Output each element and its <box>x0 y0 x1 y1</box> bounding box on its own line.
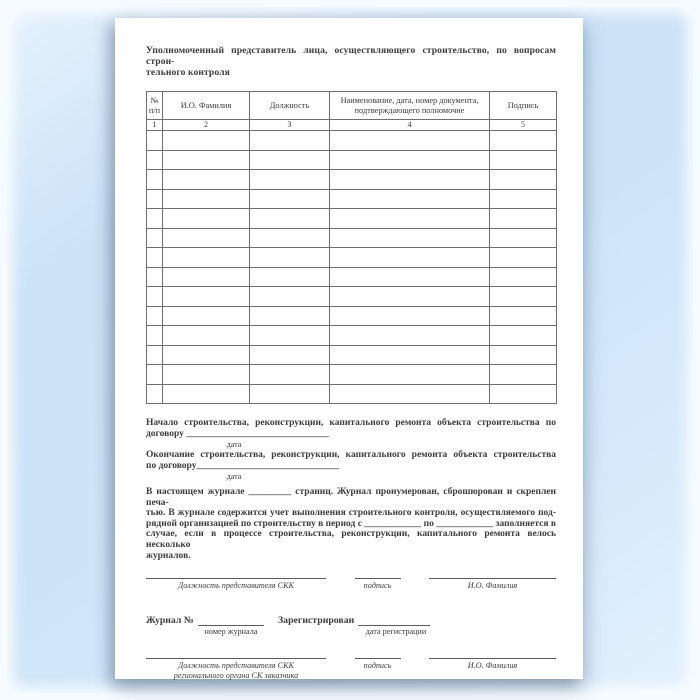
registered-group <box>278 615 432 636</box>
table-cell <box>250 345 330 365</box>
table-cell <box>490 150 557 170</box>
table-header-row <box>147 92 557 120</box>
col-number: 2 <box>163 120 250 131</box>
table-cell <box>163 306 250 326</box>
end-construction-paragraph <box>146 450 556 472</box>
table-cell <box>163 384 250 404</box>
table-cell <box>147 189 163 209</box>
table-cell <box>147 248 163 268</box>
table-row <box>147 228 557 248</box>
table-cell <box>163 209 250 229</box>
table-cell <box>147 228 163 248</box>
table-cell <box>490 209 557 229</box>
table-cell <box>330 209 490 229</box>
text-line: по договору______________________________ <box>146 461 339 471</box>
text-line: договору ______________________________ <box>146 429 329 439</box>
table-row <box>147 326 557 346</box>
journal-number-blank-line <box>198 616 264 626</box>
col-header-number: № п/п <box>147 92 163 120</box>
table-cell <box>330 365 490 385</box>
table-cell <box>147 365 163 385</box>
table-cell <box>147 306 163 326</box>
table-cell <box>490 306 557 326</box>
signature2-position-caption-line2: регионального органа СК заказчика <box>173 671 299 681</box>
page-title <box>146 45 556 78</box>
journal-pages-paragraph <box>146 487 556 561</box>
table-cell <box>147 326 163 346</box>
table-cell <box>250 131 330 151</box>
table-row <box>147 170 557 190</box>
table-row <box>147 209 557 229</box>
table-cell <box>490 189 557 209</box>
table-cell <box>163 150 250 170</box>
end-date-caption: дата <box>226 472 242 481</box>
signature-row-2 <box>146 658 556 681</box>
table-cell <box>250 267 330 287</box>
signature1-position-caption: Должность представителя СКК <box>177 581 294 591</box>
table-cell <box>147 150 163 170</box>
table-cell <box>330 189 490 209</box>
table-cell <box>250 287 330 307</box>
table-cell <box>163 326 250 346</box>
signature2-position-caption-line1: Должность представителя СКК <box>177 660 294 670</box>
document-page <box>115 18 583 679</box>
col-header-position: Должность <box>250 92 330 120</box>
table-row <box>147 131 557 151</box>
column-numbers-row <box>147 120 557 131</box>
table-cell <box>330 384 490 404</box>
table-cell <box>250 326 330 346</box>
table-cell <box>490 267 557 287</box>
table-cell <box>330 306 490 326</box>
table-cell <box>163 267 250 287</box>
table-row <box>147 345 557 365</box>
table-cell <box>163 365 250 385</box>
table-cell <box>250 384 330 404</box>
col-number: 4 <box>330 120 490 131</box>
table-cell <box>147 287 163 307</box>
table-cell <box>490 131 557 151</box>
table-row <box>147 267 557 287</box>
col-number: 1 <box>147 120 163 131</box>
text-line: тью. В журнале содержится учет выполнения строительного контроля, осуществляемого под- <box>146 508 556 519</box>
table-cell <box>147 345 163 365</box>
registered-blank-line <box>358 616 430 626</box>
table-cell <box>250 209 330 229</box>
journal-number-group <box>146 615 264 636</box>
table-cell <box>147 384 163 404</box>
table-cell <box>490 365 557 385</box>
table-cell <box>490 170 557 190</box>
text-line: Окончание строительства, реконструкции, капитального ремонта объекта строительства <box>146 450 556 460</box>
col-number: 5 <box>490 120 557 131</box>
table-empty-rows <box>147 131 557 404</box>
table-cell <box>490 248 557 268</box>
col-header-signature: Подпись <box>490 92 557 120</box>
table-cell <box>330 345 490 365</box>
table-cell <box>490 326 557 346</box>
table-cell <box>147 209 163 229</box>
signature2-sign-block <box>355 658 401 681</box>
table-cell <box>490 384 557 404</box>
table-cell <box>250 306 330 326</box>
table-row <box>147 189 557 209</box>
table-cell <box>250 228 330 248</box>
table-cell <box>163 345 250 365</box>
start-date-caption: дата <box>226 440 242 449</box>
table-cell <box>330 287 490 307</box>
table-cell <box>330 326 490 346</box>
table-row <box>147 248 557 268</box>
table-row <box>147 306 557 326</box>
table-cell <box>163 170 250 190</box>
signature1-sign-caption: подпись <box>363 581 392 591</box>
signature2-name-caption: И.О. Фамилия <box>467 660 518 670</box>
table-cell <box>330 131 490 151</box>
text-line: рядной организацией по строительству в период с ____________ по ____________ заполняется в <box>146 518 556 529</box>
col-header-document: Наименование, дата, номер документа, подтверждающего полномочие <box>330 92 490 120</box>
text-line: Начало строительства, реконструкции, капитального ремонта объекта строительства по <box>146 418 556 428</box>
journal-number-caption: номер журнала <box>204 626 258 636</box>
col-number: 3 <box>250 120 330 131</box>
table-cell <box>330 248 490 268</box>
start-construction-paragraph <box>146 418 556 440</box>
text-line: случае, если в процессе строительства, реконструкции, капитального ремонта велось несколько <box>146 529 556 550</box>
table-cell <box>163 228 250 248</box>
table-cell <box>163 131 250 151</box>
table-cell <box>330 267 490 287</box>
table-cell <box>250 365 330 385</box>
table-cell <box>250 170 330 190</box>
signature1-name-block <box>429 578 556 591</box>
col-header-name: И.О. Фамилия <box>163 92 250 120</box>
table-row <box>147 287 557 307</box>
table-cell <box>147 131 163 151</box>
signature1-sign-block <box>355 578 401 591</box>
signature1-position-block <box>146 578 326 591</box>
table-cell <box>490 345 557 365</box>
table-cell <box>163 248 250 268</box>
table-cell <box>330 170 490 190</box>
signature2-name-block <box>429 658 556 681</box>
table-cell <box>490 287 557 307</box>
journal-registration-row <box>146 615 556 636</box>
signature2-position-block <box>146 658 326 681</box>
table-row <box>147 384 557 404</box>
signature2-sign-caption: подпись <box>363 660 392 670</box>
text-line: журналов. <box>146 550 191 561</box>
table-cell <box>163 287 250 307</box>
registration-date-caption: дата регистрации <box>365 626 427 636</box>
table-row <box>147 365 557 385</box>
table-cell <box>330 228 490 248</box>
table-row <box>147 150 557 170</box>
signature1-name-caption: И.О. Фамилия <box>467 581 518 591</box>
journal-number-label: Журнал № <box>146 614 194 626</box>
table-cell <box>147 267 163 287</box>
representatives-table <box>146 91 557 404</box>
table-cell <box>163 189 250 209</box>
signature-row-1 <box>146 578 556 591</box>
table-cell <box>250 189 330 209</box>
table-cell <box>147 170 163 190</box>
table-cell <box>250 150 330 170</box>
registered-label: Зарегистрирован <box>278 614 355 626</box>
text-line: тельного контроля <box>146 67 230 78</box>
table-cell <box>330 150 490 170</box>
text-line: В настоящем журнале _________ страниц. Журнал пронумерован, сброшюрован и скреплен печа- <box>146 487 556 508</box>
table-cell <box>490 228 557 248</box>
table-cell <box>250 248 330 268</box>
text-line: Уполномоченный представитель лица, осуществляющего строительство, по вопросам строи- <box>146 45 556 67</box>
